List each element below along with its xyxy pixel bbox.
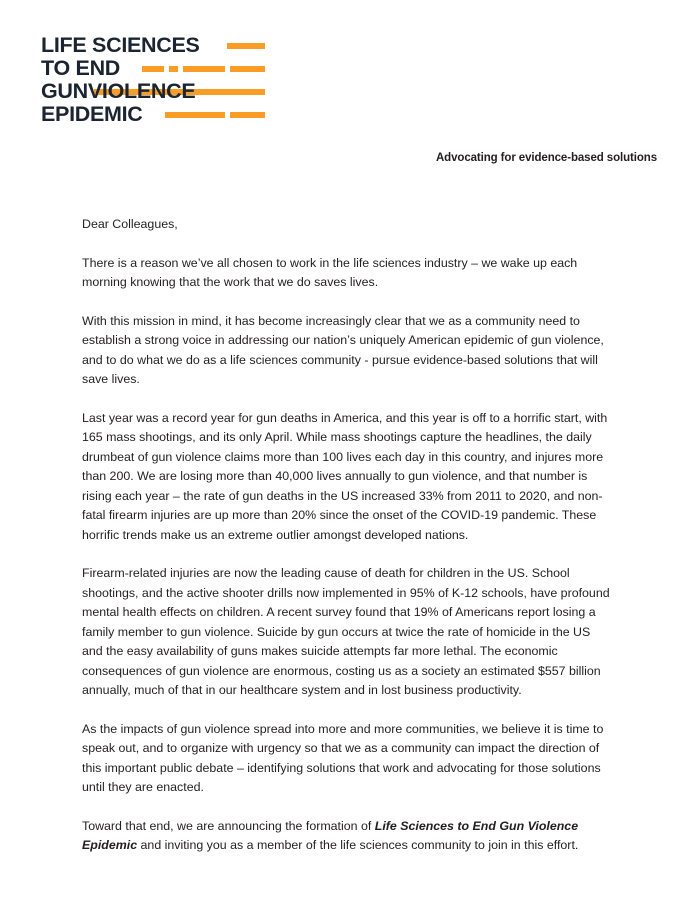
logo-accent-bar (183, 66, 225, 72)
logo-accent-bar (227, 43, 265, 49)
logo-accent-bar (230, 66, 265, 72)
logo-accent-bar (230, 112, 265, 118)
closing-paragraph (82, 817, 612, 856)
logo-word-gun: GUN (41, 79, 88, 103)
letter-body (82, 215, 612, 856)
logo-line-2 (41, 57, 266, 80)
salutation: Dear Colleagues, (82, 217, 178, 231)
logo-accent-bar (142, 66, 164, 72)
logo-word-life-sciences: LIFE SCIENCES (41, 33, 200, 57)
logo-accent-bar (165, 112, 225, 118)
paragraph-1: There is a reason we’ve all chosen to work in the life sciences industry – we wake up each morning knowing that the work that we do saves lives. (82, 255, 578, 289)
paragraph-3: Last year was a record year for gun deaths in America, and this year is off to a horrific start, with 165 mass shootings, and its only April. While mass shootings capture the headlines, the daily drumbeat of gun violence claims more than 100 lives each day in this country, and injures more than 200. We are losing more than 40,000 lives annually to gun violence, and that number is rising each year – the rate of gun deaths in the US increased 33% from 2011 to 2020, and non-fatal firearm injuries are up more than 20% since the onset of the COVID-19 pandemic. These horrific trends make us an extreme outlier amongst developed nations. (82, 410, 608, 542)
paragraph-2: With this mission in mind, it has become increasingly clear that we as a community need to establish a strong voice in addressing our nation’s uniquely American epidemic of gun violence, and to do what we do as a life sciences community - pursue evidence-based solutions that will save lives. (82, 313, 604, 386)
logo-line-3 (41, 80, 266, 103)
paragraph-4: Firearm-related injuries are now the leading cause of death for children in the US. School shootings, and the active shooter drills now implemented in 95% of K-12 schools, have profound mental health effects on children. A recent survey found that 19% of Americans report losing a family member to gun violence. Suicide by gun occurs at twice the rate of homicide in the US and the easy availability of guns makes suicide attempts far more lethal. The economic consequences of gun violence are enormous, costing us as a society an estimated $557 billion annually, much of that in our healthcare system and in lost business productivity. (82, 566, 610, 697)
tagline: Advocating for evidence-based solutions (435, 152, 657, 164)
logo-word-epidemic: EPIDEMIC (41, 102, 143, 126)
logo-line-1 (41, 34, 266, 57)
closing-text-before: Toward that end, we are announcing the formation of (82, 818, 375, 833)
logo-word-to-end: TO END (41, 56, 121, 80)
paragraph-5: As the impacts of gun violence spread into more and more communities, we believe it is time to speak out, and to organize with urgency so that we as a community can impact the direction of this important public debate – identifying solutions that work and advocating for those solutions until they are enacted. (82, 721, 604, 794)
organization-logo (41, 34, 266, 126)
organization-name: Life Sciences to End Gun Violence Epidemic (82, 818, 579, 852)
logo-line-4 (41, 103, 266, 126)
logo-word-violence: VIOLENCE (87, 79, 196, 103)
logo-accent-bar (169, 66, 178, 72)
closing-text-after: and inviting you as a member of the life sciences community to join in this effort. (137, 838, 579, 852)
